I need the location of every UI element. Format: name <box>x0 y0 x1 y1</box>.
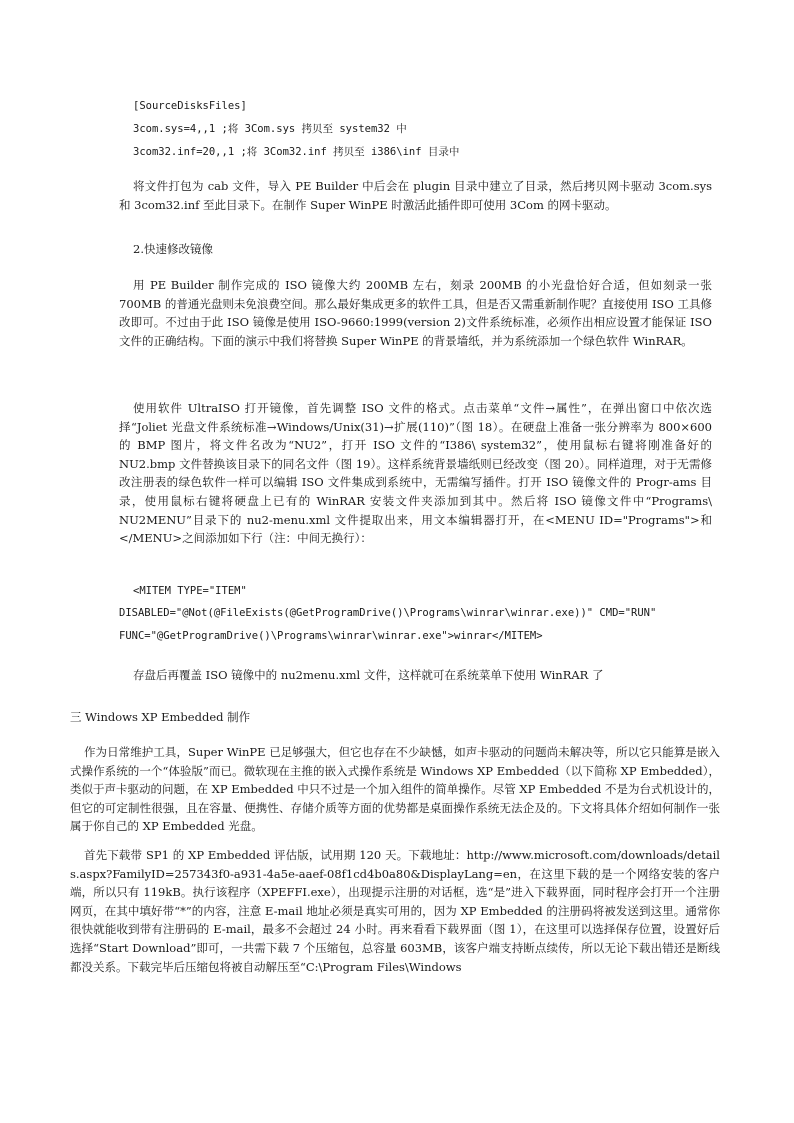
paragraph: 作为日常维护工具，Super WinPE 已足够强大，但它也存在不少缺憾，如声卡驱动的问题尚未解决等，所以它只能算是嵌入式操作系统的一个“体验版”而已。微软现在主推的嵌入式操作系统是 Windows XP Embedded（以下简称 XP Embedded），类似于声卡驱动的问题，在 XP Embedded 中只不过是一个加入组件的简单操作。尽管 XP Embedded 不是为台式机设计的，但它的可定制性很强，且在容量、便携性、存储介质等方面的优势都是桌面操作系统无法企及的。下文将具体介绍如何制作一张属于你自己的 XP Embedded 光盘。 <box>70 745 720 834</box>
paragraph: 将文件打包为 cab 文件，导入 PE Builder 中后会在 plugin 目录中建立了目录，然后拷贝网卡驱动 3com.sys 和 3com32.inf 至此目录下。在制作 Super WinPE 时激活此插件即可使用 3Com 的网卡驱动。 <box>119 179 712 212</box>
paragraph: 首先下载带 SP1 的 XP Embedded 评估版，试用期 120 天。下载地址：http://www.microsoft.com/downloads/details.aspx?FamilyID=257343f0-a931-4a5e-aaef-08f1cd4b0a80&DisplayLang=en，在这里下载的是一个网络安装的客户端，所以只有 119kB。执行该程序（XPEFFI.exe），出现提示注册的对话框，选“是”进入下载界面，同时程序会打开一个注册网页，在其中填好带“*”的内容，注意 E-mail 地址必须是真实可用的，因为 XP Embedded 的注册码将被发送到这里。通常你很快就能收到带有注册码的 E-mail，最多不会超过 24 小时。再来看看下载界面（图 1），在这里可以选择保存位置，设置好后选择“Start Download”即可，一共需下载 7 个压缩包，总容量 603MB，该客户端支持断点续传，所以无论下载出错还是断线都没关系。下载完毕后压缩包将被自动解压至“C:\Program Files\Windows <box>70 848 720 974</box>
code-line: DISABLED="@Not(@FileExists(@GetProgramDrive()\Programs\winrar\winrar.exe))" CMD="RUN" <box>119 607 657 619</box>
section-heading: 2.快速修改镜像 <box>133 242 213 256</box>
paragraph: 使用软件 UltraISO 打开镜像，首先调整 ISO 文件的格式。点击菜单“文件→属性”，在弹出窗口中依次选择“Joliet 光盘文件系统标准→Windows/Unix(31)→扩展(110)”（图 18）。在硬盘上准备一张分辨率为 800×600 的 BMP 图片，将文件名改为“NU2”，打开 ISO 文件的“I386\ system32”，使用鼠标右键将刚准备好的 NU2.bmp 文件替换该目录下的同名文件（图 19）。这样系统背景墙纸则已经改变（图 20）。同样道理，对于无需修改注册表的绿色软件一样可以编辑 ISO 文件集成到系统中，无需编写插件。打开 ISO 镜像文件的 Progr-ams 目录，使用鼠标右键将硬盘上已有的 WinRAR 安装文件夹添加到其中。然后将 ISO 镜像文件中“Programs\ NU2MENU”目录下的 nu2-menu.xml 文件提取出来，用文本编辑器打开，在<MENU ID="Programs">和</MENU>之间添加如下行（注：中间无换行）： <box>119 401 712 546</box>
paragraph: 存盘后再覆盖 ISO 镜像中的 nu2menu.xml 文件，这样就可在系统菜单下使用 WinRAR 了 <box>133 668 604 682</box>
code-line: [SourceDisksFiles] <box>133 100 247 112</box>
section-heading: 三 Windows XP Embedded 制作 <box>70 710 251 724</box>
code-line: <MITEM TYPE="ITEM" <box>133 585 247 597</box>
paragraph: 用 PE Builder 制作完成的 ISO 镜像大约 200MB 左右，刻录 200MB 的小光盘恰好合适，但如刻录一张 700MB 的普通光盘则未免浪费空间。那么最好集成更多的软件工具，但是否又需重新制作呢？直接使用 ISO 工具修改即可。不过由于此 ISO 镜像是使用 ISO-9660:1999(version 2)文件系统标准，必须作出相应设置才能保证 ISO 文件的正确结构。下面的演示中我们将替换 Super WinPE 的背景墙纸，并为系统添加一个绿色软件 WinRAR。 <box>119 278 712 348</box>
code-line: 3com.sys=4,,1 ;将 3Com.sys 拷贝至 system32 中 <box>133 123 407 135</box>
code-line: FUNC="@GetProgramDrive()\Programs\winrar\winrar.exe">winrar</MITEM> <box>119 630 543 642</box>
code-line: 3com32.inf=20,,1 ;将 3Com32.inf 拷贝至 i386\inf 目录中 <box>133 146 460 158</box>
